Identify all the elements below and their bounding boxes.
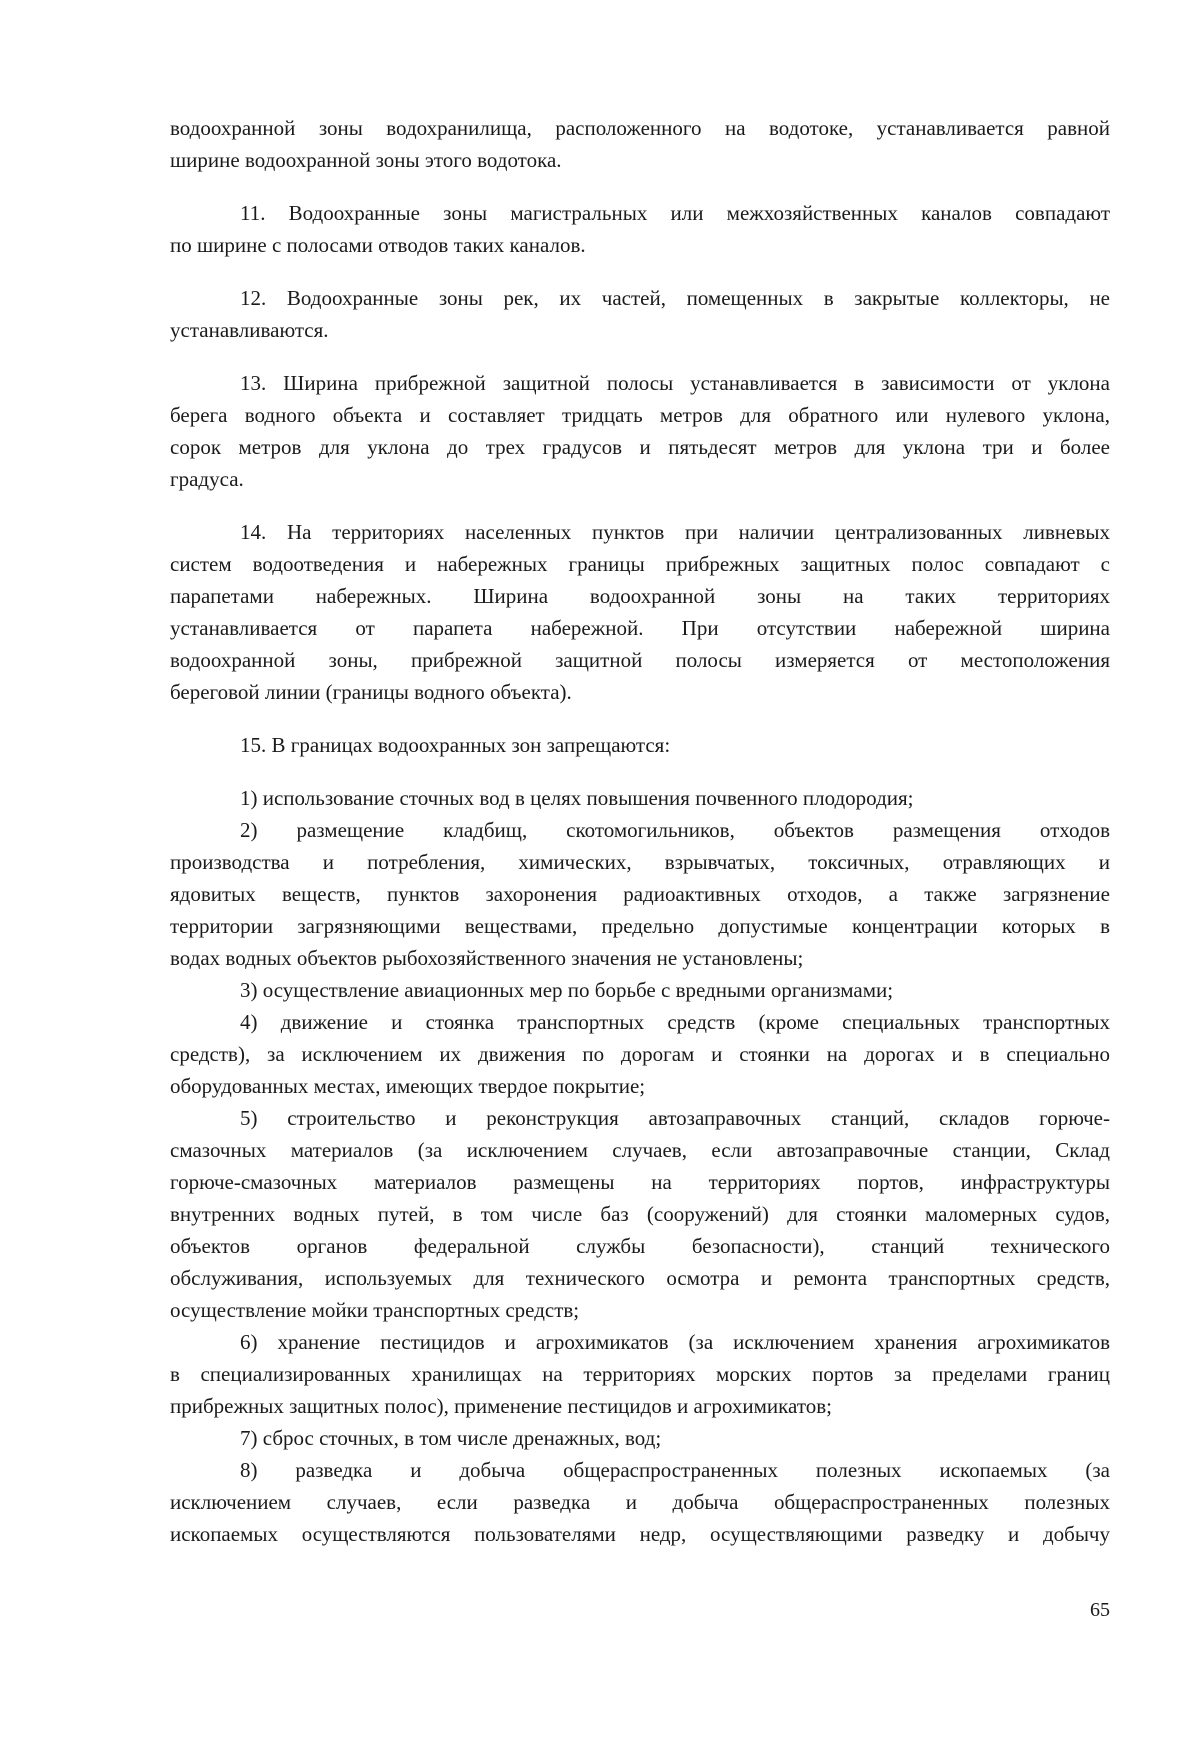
text-line: 5) строительство и реконструкция автозаправочных станций, складов горюче- <box>240 1106 1110 1130</box>
text-line: водах водных объектов рыбохозяйственного значения не установлены; <box>170 946 804 970</box>
text-line: 8) разведка и добыча общераспространенных полезных ископаемых (за <box>240 1458 1110 1482</box>
text-line: ядовитых веществ, пунктов захоронения радиоактивных отходов, а также загрязнение <box>170 882 1110 906</box>
text-line: осуществление мойки транспортных средств; <box>170 1298 580 1322</box>
text-line: 6) хранение пестицидов и агрохимикатов (за исключением хранения агрохимикатов <box>240 1330 1110 1354</box>
text-line: оборудованных местах, имеющих твердое покрытие; <box>170 1074 646 1098</box>
list-item-8 <box>170 1454 1110 1550</box>
text-line: 7) сброс сточных, в том числе дренажных, вод; <box>240 1426 662 1450</box>
text-line: 15. В границах водоохранных зон запрещаются: <box>240 733 671 757</box>
paragraph-12 <box>170 282 1110 346</box>
text-line: 12. Водоохранные зоны рек, их частей, помещенных в закрытые коллекторы, не <box>240 286 1110 310</box>
paragraph-11 <box>170 197 1110 261</box>
text-line: систем водоотведения и набережных границы прибрежных защитных полос совпадают с <box>170 552 1110 576</box>
page-number: 65 <box>1090 1599 1110 1621</box>
text-line: 14. На территориях населенных пунктов при наличии централизованных ливневых <box>240 520 1110 544</box>
text-line: 2) размещение кладбищ, скотомогильников, объектов размещения отходов <box>240 818 1110 842</box>
document-page <box>170 112 1110 1550</box>
list-item-5 <box>170 1102 1110 1326</box>
text-line: градуса. <box>170 467 244 491</box>
text-line: 4) движение и стоянка транспортных средств (кроме специальных транспортных <box>240 1010 1110 1034</box>
text-line: берега водного объекта и составляет тридцать метров для обратного или нулевого уклона, <box>170 403 1110 427</box>
text-line: 3) осуществление авиационных мер по борьбе с вредными организмами; <box>240 978 894 1002</box>
list-item-4 <box>170 1006 1110 1102</box>
paragraph-15 <box>170 729 1110 761</box>
text-line: устанавливаются. <box>170 318 329 342</box>
text-line: в специализированных хранилищах на территориях морских портов за пределами границ <box>170 1362 1110 1386</box>
list-item-1 <box>170 782 1110 814</box>
text-line: смазочных материалов (за исключением случаев, если автозаправочные станции, Склад <box>170 1138 1110 1162</box>
text-line: устанавливается от парапета набережной. При отсутствии набережной ширина <box>170 616 1110 640</box>
text-line: исключением случаев, если разведка и добыча общераспространенных полезных <box>170 1490 1110 1514</box>
text-line: сорок метров для уклона до трех градусов и пятьдесят метров для уклона три и более <box>170 435 1110 459</box>
text-line: территории загрязняющими веществами, предельно допустимые концентрации которых в <box>170 914 1110 938</box>
text-line: прибрежных защитных полос), применение пестицидов и агрохимикатов; <box>170 1394 832 1418</box>
list-item-7 <box>170 1422 1110 1454</box>
list-item-3 <box>170 974 1110 1006</box>
text-line: ископаемых осуществляются пользователями недр, осуществляющими разведку и добычу <box>170 1522 1110 1546</box>
text-line: по ширине с полосами отводов таких каналов. <box>170 233 586 257</box>
text-line: внутренних водных путей, в том числе баз (сооружений) для стоянки маломерных судов, <box>170 1202 1110 1226</box>
text-line: объектов органов федеральной службы безопасности), станций технического <box>170 1234 1110 1258</box>
text-line: водоохранной зоны водохранилища, расположенного на водотоке, устанавливается равной <box>170 116 1110 140</box>
text-line: парапетами набережных. Ширина водоохранной зоны на таких территориях <box>170 584 1110 608</box>
text-line: горюче-смазочных материалов размещены на территориях портов, инфраструктуры <box>170 1170 1110 1194</box>
text-line: производства и потребления, химических, взрывчатых, токсичных, отравляющих и <box>170 850 1110 874</box>
paragraph-continuation <box>170 112 1110 176</box>
text-line: 13. Ширина прибрежной защитной полосы устанавливается в зависимости от уклона <box>240 371 1110 395</box>
list-item-2 <box>170 814 1110 974</box>
text-line: водоохранной зоны, прибрежной защитной полосы измеряется от местоположения <box>170 648 1110 672</box>
text-line: средств), за исключением их движения по дорогам и стоянки на дорогах и в специально <box>170 1042 1110 1066</box>
list-item-6 <box>170 1326 1110 1422</box>
paragraph-14 <box>170 516 1110 708</box>
text-line: 1) использование сточных вод в целях повышения почвенного плодородия; <box>240 786 914 810</box>
text-line: ширине водоохранной зоны этого водотока. <box>170 148 562 172</box>
text-line: обслуживания, используемых для технического осмотра и ремонта транспортных средств, <box>170 1266 1110 1290</box>
text-line: береговой линии (границы водного объекта). <box>170 680 572 704</box>
paragraph-13 <box>170 367 1110 495</box>
text-line: 11. Водоохранные зоны магистральных или межхозяйственных каналов совпадают <box>240 201 1110 225</box>
